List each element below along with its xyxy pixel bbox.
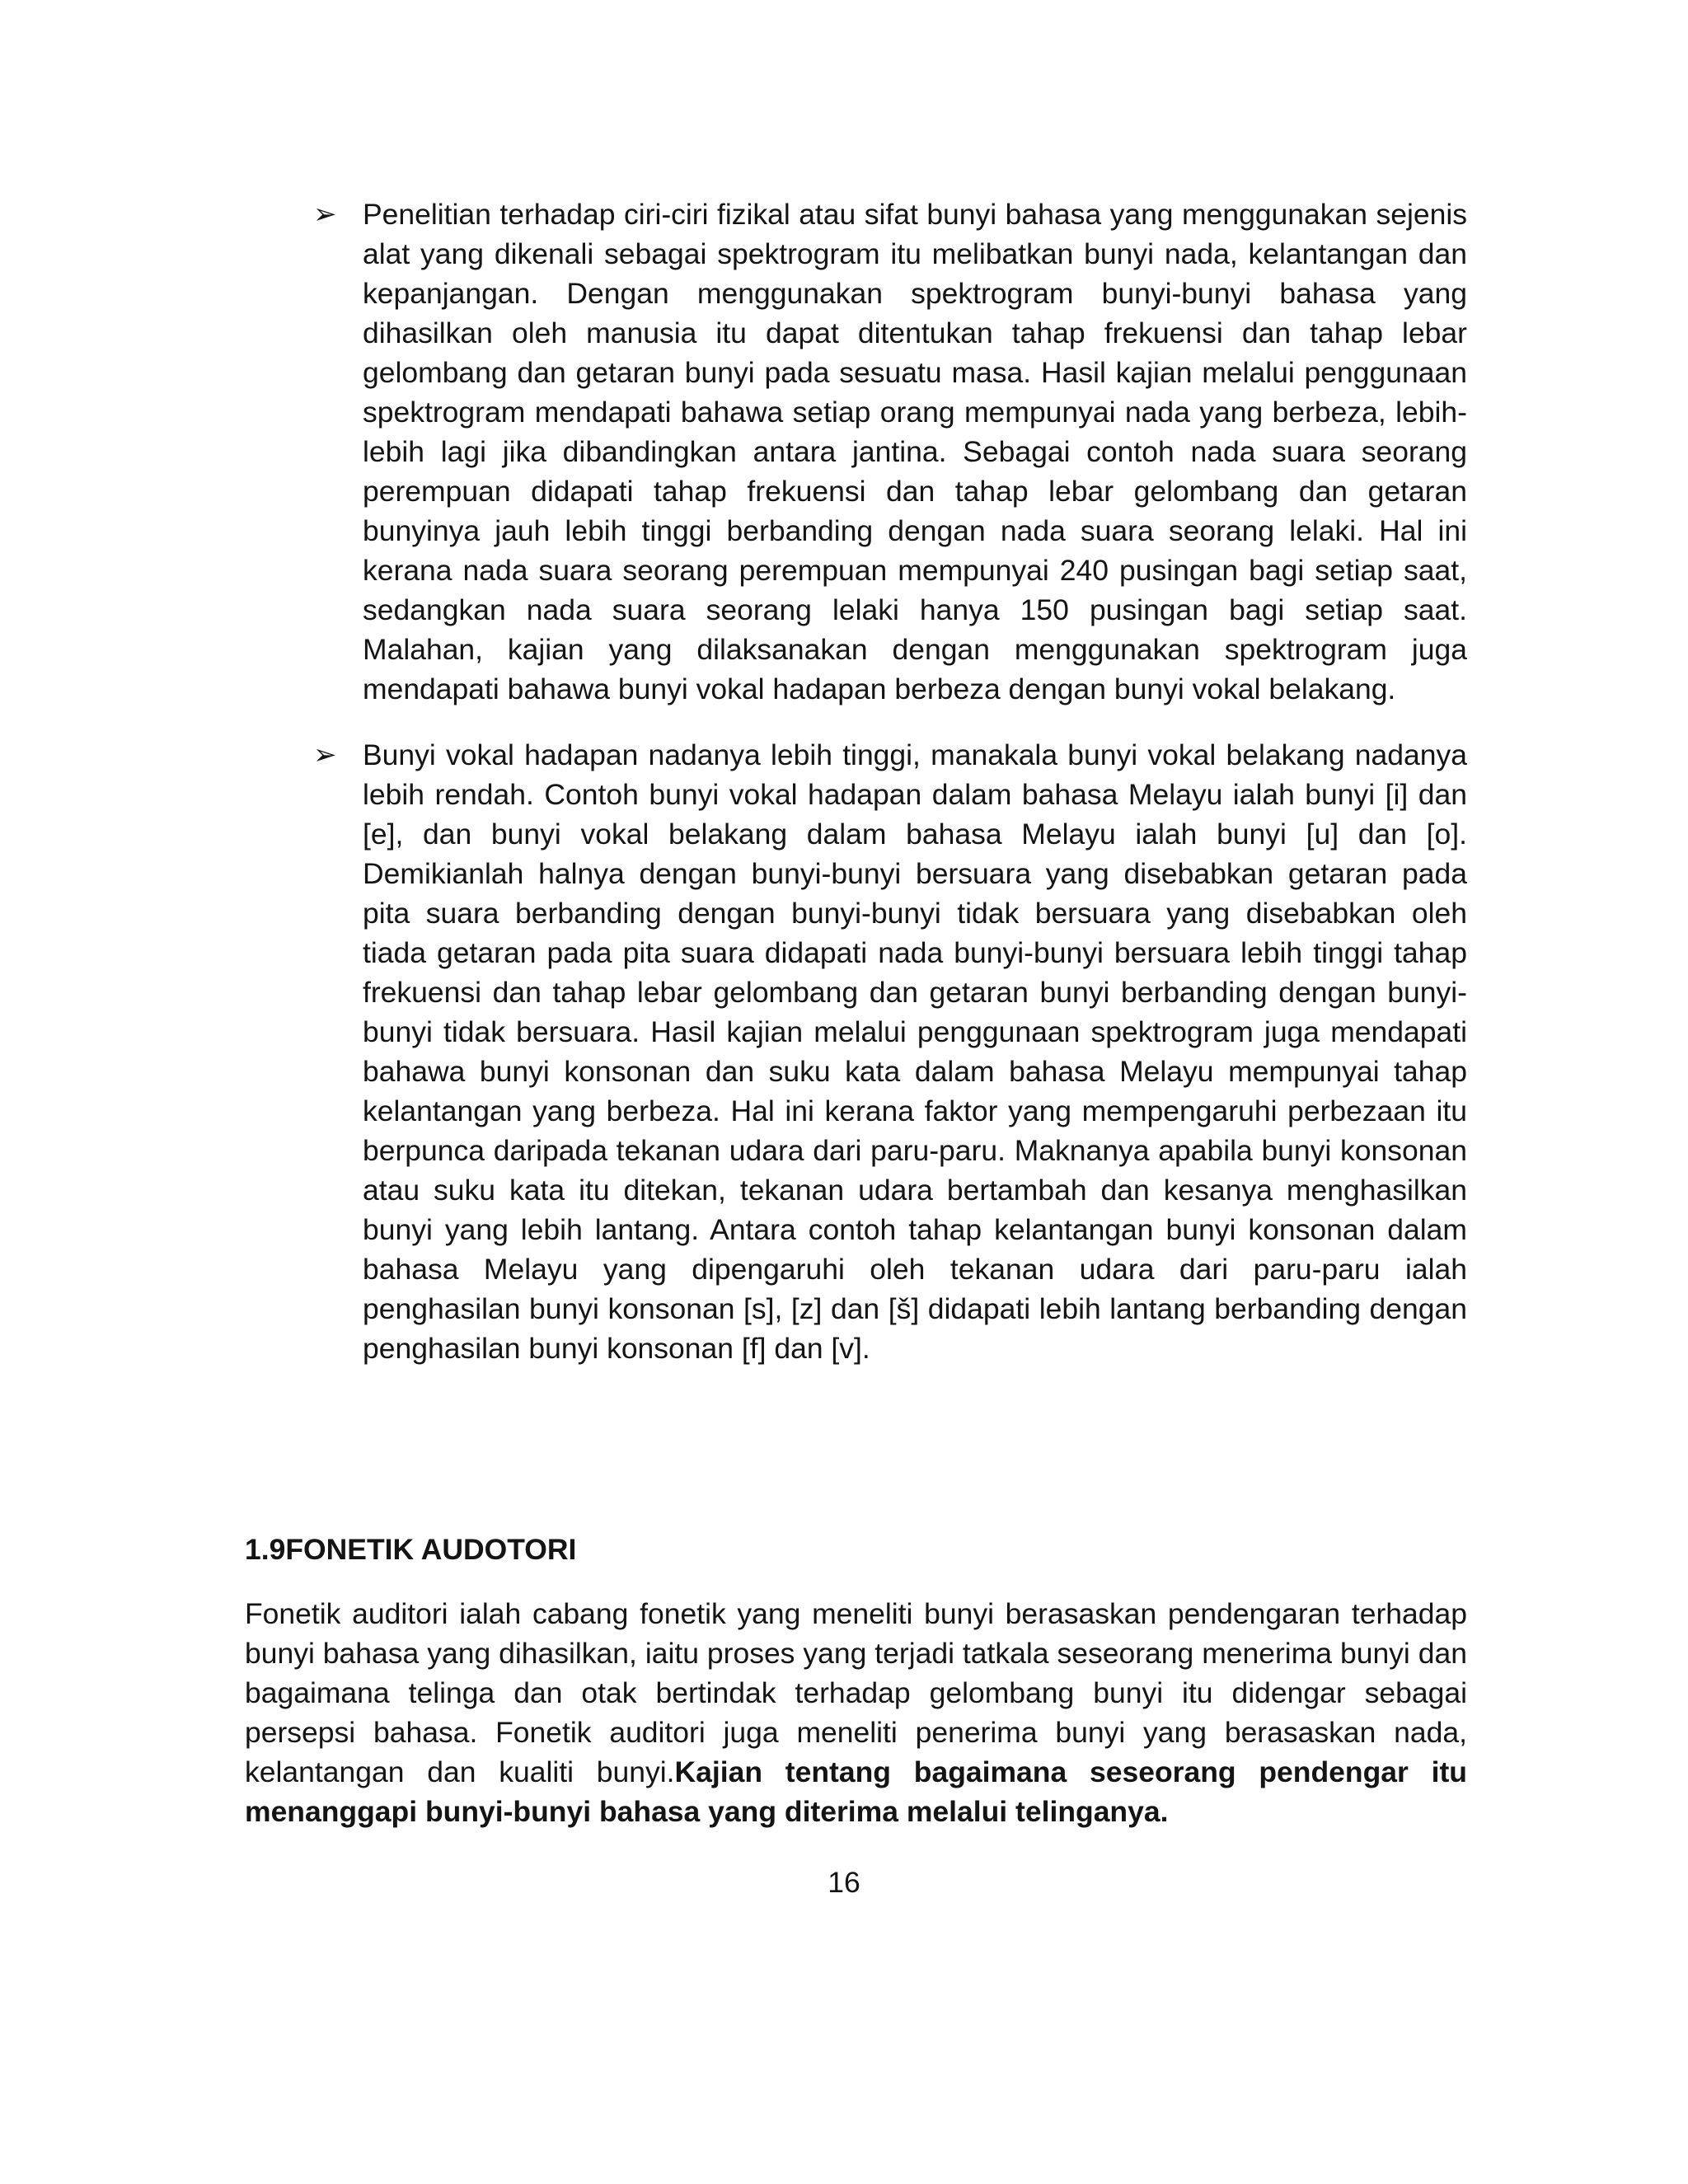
bullet-text: Bunyi vokal hadapan nadanya lebih tinggi, manakala bunyi vokal belakang nadanya lebih rendah. Contoh bunyi vokal hadapan dalam bahasa Melayu ialah bunyi [i] dan [e], dan bunyi vokal belakang dalam bahasa Melayu ialah bunyi [u] dan [o]. Demikianlah halnya dengan bunyi-bunyi bersuara yang disebabkan getaran pada pita suara berbanding dengan bunyi-bunyi tidak bersuara yang disebabkan oleh tiada getaran pada pita suara didapati nada bunyi-bunyi bersuara lebih tinggi tahap frekuensi dan tahap lebar gelombang dan getaran bunyi berbanding dengan bunyi-bunyi tidak bersuara. Hasil kajian melalui penggunaan spektrogram juga mendapati bahawa bunyi konsonan dan suku kata dalam bahasa Melayu mempunyai tahap kelantangan yang berbeza. Hal ini kerana faktor yang mempengaruhi perbezaan itu berpunca daripada tekanan udara dari paru-paru. Maknanya apabila bunyi konsonan atau suku kata itu ditekan, tekanan udara bertambah dan kesanya menghasilkan bunyi yang lebih lantang. Antara contoh tahap kelantangan bunyi konsonan dalam bahasa Melayu yang dipengaruhi oleh tekanan udara dari paru-paru ialah penghasilan bunyi konsonan [s], [z] dan [š] didapati lebih lantang berbanding dengan penghasilan bunyi konsonan [f] dan [v].: [363, 738, 1467, 1365]
bullet-item-vokal: [313, 735, 1467, 1368]
section-paragraph: [245, 1594, 1467, 1831]
arrow-bullet-icon: ➢: [313, 738, 337, 771]
paragraph-plain-text: Fonetik auditori ialah cabang fonetik yang meneliti bunyi berasaskan pendengaran terhadap bunyi bahasa yang dihasilkan, iaitu proses yang terjadi tatkala seseorang menerima bunyi dan bagaimana telinga dan otak bertindak terhadap gelombang bunyi itu didengar sebagai persepsi bahasa. Fonetik auditori juga meneliti penerima bunyi yang berasaskan nada, kelantangan dan kualiti bunyi.: [245, 1597, 1467, 1788]
arrow-bullet-icon: ➢: [313, 198, 337, 231]
bullet-list: [313, 194, 1467, 1368]
section-heading: 1.9FONETIK AUDOTORI: [245, 1533, 577, 1566]
bullet-item-spektrogram: [313, 194, 1467, 709]
paragraph-bold-text: Kajian tentang bagaimana seseorang pendengar itu menanggapi bunyi-bunyi bahasa yang diterima melalui telinganya.: [245, 1755, 1467, 1828]
bullet-text: Penelitian terhadap ciri-ciri fizikal atau sifat bunyi bahasa yang menggunakan sejenis alat yang dikenali sebagai spektrogram itu melibatkan bunyi nada, kelantangan dan kepanjangan. Dengan menggunakan spektrogram bunyi-bunyi bahasa yang dihasilkan oleh manusia itu dapat ditentukan tahap frekuensi dan tahap lebar gelombang dan getaran bunyi pada sesuatu masa. Hasil kajian melalui penggunaan spektrogram mendapati bahawa setiap orang mempunyai nada yang berbeza, lebih-lebih lagi jika dibandingkan antara jantina. Sebagai contoh nada suara seorang perempuan didapati tahap frekuensi dan tahap lebar gelombang dan getaran bunyinya jauh lebih tinggi berbanding dengan nada suara seorang lelaki. Hal ini kerana nada suara seorang perempuan mempunyai 240 pusingan bagi setiap saat, sedangkan nada suara seorang lelaki hanya 150 pusingan bagi setiap saat. Malahan, kajian yang dilaksanakan dengan menggunakan spektrogram juga mendapati bahawa bunyi vokal hadapan berbeza dengan bunyi vokal belakang.: [363, 198, 1467, 705]
page-number: 16: [828, 1866, 860, 1899]
